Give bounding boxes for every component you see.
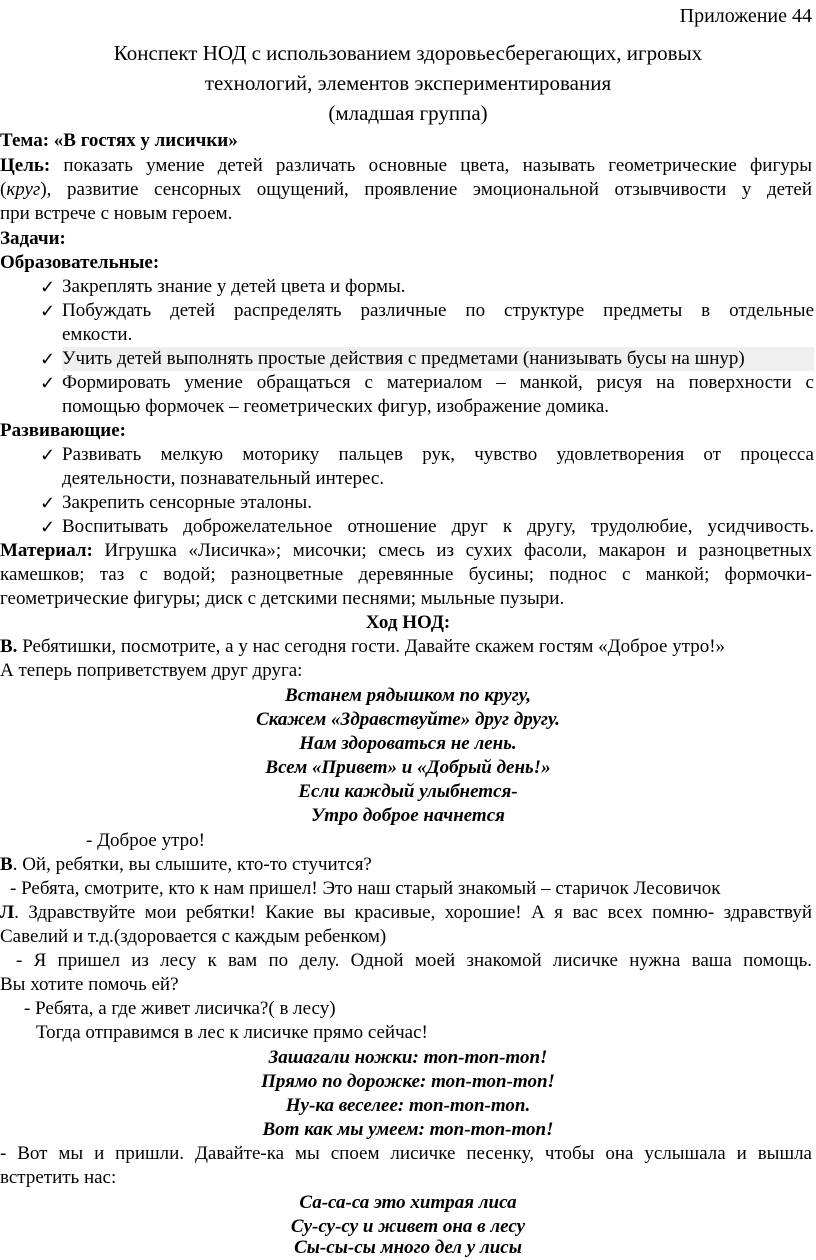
developing-item-1-cont: деятельности, познавательный интерес. (62, 468, 385, 489)
goal-line-1: Цель: показать умение детей различать основные цвета, называть геометрические фигуры (0, 155, 812, 176)
educational-heading: Образовательные: (0, 252, 160, 273)
good-morning-line: - Доброе утро! (86, 830, 205, 851)
poem-line: Если каждый улыбнется- (298, 781, 518, 802)
educational-item-4-cont: помощью формочек – геометрических фигур, изображение домика. (62, 396, 610, 417)
developing-item-1: Развивать мелкую моторику пальцев рук, чувство удовлетворения от процесса (62, 444, 814, 465)
educational-item-2: Побуждать детей распределять различные по структуре предметы в отдельные (62, 300, 814, 321)
developing-heading: Развивающие: (0, 420, 126, 441)
checkmark-icon: ✓ (40, 517, 56, 537)
checkmark-icon: ✓ (40, 493, 56, 513)
checkmark-icon: ✓ (40, 277, 56, 297)
checkmark-icon: ✓ (40, 301, 56, 321)
poem-line: Ну-ка веселее: топ-топ-топ. (285, 1095, 531, 1116)
poem-line: Прямо по дорожке: топ-топ-топ! (261, 1071, 555, 1092)
material-label: Материал: (0, 540, 93, 561)
educational-item-2-cont: емкости. (62, 324, 133, 345)
topic-heading: Тема: «В гостях у лисички» (0, 130, 238, 151)
dialog-where: - Ребята, а где живет лисичка?( в лесу) (24, 998, 336, 1019)
poem-line: Утро доброе начнется (311, 805, 505, 826)
dialog-arrived-1: - Вот мы и пришли. Давайте-ка мы споем лисичке песенку, чтобы она услышала и вышла (0, 1143, 812, 1164)
document-title-line-2: технологий, элементов экспериментирования (204, 71, 612, 95)
poem-line: Нам здороваться не лень. (299, 733, 517, 754)
material-line-1: Материал: Игрушка «Лисичка»; мисочки; смесь из сухих фасоли, макарон и разноцветных (0, 540, 812, 561)
educational-item-1: Закреплять знание у детей цвета и формы. (62, 276, 406, 297)
goal-line-3: при встрече с новым героем. (0, 203, 233, 224)
dialog-arrived-2: встретить нас: (0, 1167, 117, 1188)
dialog-go: Тогда отправимся в лес к лисичке прямо сейчас! (36, 1022, 428, 1043)
checkmark-icon: ✓ (40, 445, 56, 465)
dialog-help-1: - Я пришел из лесу к вам по делу. Одной моей знакомой лисичке нужна ваша помощь. (16, 950, 812, 971)
poem-line: Всем «Привет» и «Добрый день!» (265, 757, 551, 778)
developing-item-3: Воспитывать доброжелательное отношение друг к другу, трудолюбие, усидчивость. (62, 516, 814, 537)
checkmark-icon: ✓ (40, 373, 56, 393)
poem-line: Су-су-су и живет она в лесу (290, 1216, 526, 1237)
poem-line: Сы-сы-сы много дел у лисы (294, 1237, 522, 1258)
tasks-heading: Задачи: (0, 228, 66, 249)
educational-item-3: Учить детей выполнять простые действия с предметами (нанизывать бусы на шнур) (62, 347, 814, 371)
dialog-guest: - Ребята, смотрите, кто к нам пришел! Это наш старый знакомый – старичок Лесовичок (10, 878, 721, 899)
educational-item-4: Формировать умение обращаться с материалом – манкой, рисуя на поверхности с (62, 372, 814, 393)
dialog-lesovichok-1: Л. Здравствуйте мои ребятки! Какие вы красивые, хорошие! А я вас всех помню- здравствуй (0, 902, 812, 923)
material-line-2: камешков; таз с водой; разноцветные деревянные бусины; поднос с манкой; формочки- (0, 564, 812, 585)
material-line-3: геометрические фигуры; диск с детскими песнями; мыльные пузыри. (0, 588, 565, 609)
document-title-line-3: (младшая группа) (328, 101, 488, 125)
poem-line: Зашагали ножки: топ-топ-топ! (268, 1047, 548, 1068)
poem-line: Скажем «Здравствуйте» друг другу. (256, 709, 560, 730)
dialog-lesovichok-2: Савелий и т.д.(здоровается с каждым ребенком) (0, 926, 387, 947)
poem-line: Вот как мы умеем: топ-топ-топ! (262, 1119, 554, 1140)
checkmark-icon: ✓ (40, 349, 56, 369)
poem-line: Са-са-са это хитрая лиса (299, 1192, 517, 1213)
course-heading: Ход НОД: (365, 612, 451, 633)
dialog-knock: В. Ой, ребятки, вы слышите, кто-то стучится? (0, 854, 372, 875)
document-title-line-1: Конспект НОД с использованием здоровьесберегающих, игровых (113, 41, 703, 65)
dialog-line-2: А теперь поприветствуем друг друга: (0, 660, 303, 681)
developing-item-2: Закрепить сенсорные эталоны. (62, 492, 312, 513)
goal-label: Цель: (0, 155, 51, 176)
appendix-label: Приложение 44 (679, 5, 812, 27)
dialog-help-2: Вы хотите помочь ей? (0, 974, 179, 995)
poem-line: Встанем рядышком по кругу, (285, 685, 531, 706)
goal-line-2: (круг), развитие сенсорных ощущений, проявление эмоциональной отзывчивости у детей (0, 179, 812, 200)
dialog-line-1: В. Ребятишки, посмотрите, а у нас сегодня гости. Давайте скажем гостям «Доброе утро!» (0, 636, 726, 657)
